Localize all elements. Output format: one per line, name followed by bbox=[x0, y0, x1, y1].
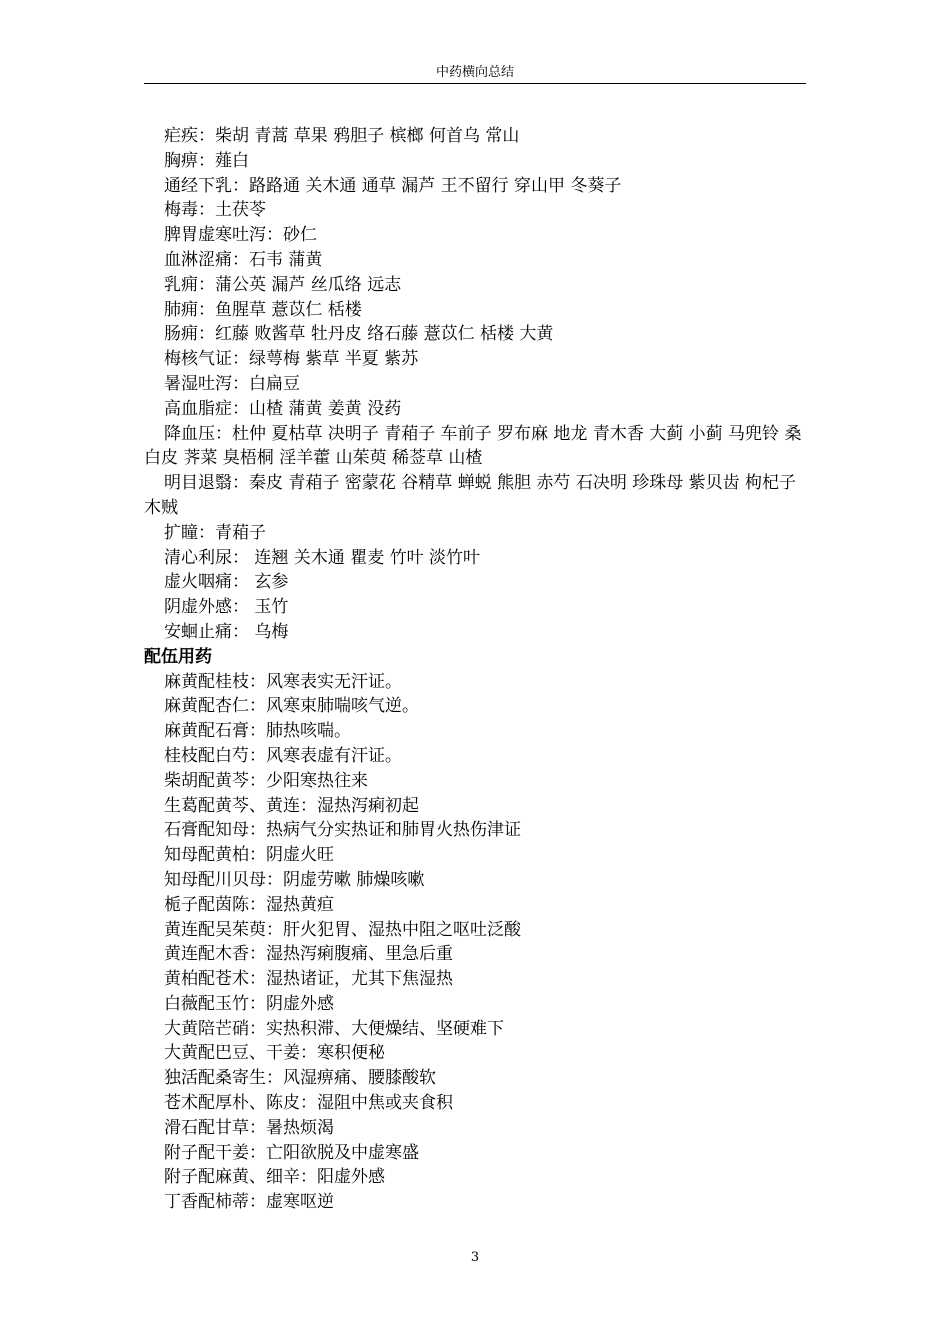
text-line: 疟疾：柴胡 青蒿 草果 鸦胆子 槟榔 何首乌 常山 bbox=[164, 126, 520, 146]
text-line: 肠痈：红藤 败酱草 牡丹皮 络石藤 薏苡仁 栝楼 大黄 bbox=[164, 324, 554, 345]
text-line: 高血脂症：山楂 蒲黄 姜黄 没药 bbox=[164, 398, 402, 419]
text-line: 黄连配吴茱萸：肝火犯胃、湿热中阻之呕吐泛酸 bbox=[164, 919, 521, 940]
text-line: 肺痈：鱼腥草 薏苡仁 栝楼 bbox=[164, 299, 362, 320]
text-line: 通经下乳：路路通 关木通 通草 漏芦 王不留行 穿山甲 冬葵子 bbox=[164, 175, 622, 196]
text-line: 滑石配甘草：暑热烦渴 bbox=[164, 1117, 334, 1138]
text-line: 乳痈：蒲公英 漏芦 丝瓜络 远志 bbox=[164, 274, 402, 295]
text-line: 白薇配玉竹：阴虚外感 bbox=[164, 993, 334, 1014]
text-line: 柴胡配黄芩：少阳寒热往来 bbox=[164, 770, 368, 791]
text-paragraph-hypertension: 降血压：杜仲 夏枯草 决明子 青葙子 车前子 罗布麻 地龙 青木香 大蓟 小蓟 马兜铃 桑白皮 荠菜 臭梧桐 淫羊藿 山茱萸 稀莶草 山楂 bbox=[144, 423, 802, 469]
header-divider bbox=[144, 83, 806, 84]
text-line: 黄柏配苍术：湿热诸证，尤其下焦湿热 bbox=[164, 969, 453, 990]
page-header-title: 中药横向总结 bbox=[435, 65, 514, 80]
text-line: 清心利尿： 连翘 关木通 瞿麦 竹叶 淡竹叶 bbox=[164, 547, 481, 568]
text-line: 栀子配茵陈：湿热黄疸 bbox=[164, 894, 334, 915]
text-line: 麻黄配杏仁：风寒束肺喘咳气逆。 bbox=[164, 696, 419, 717]
text-line: 麻黄配桂枝：风寒表实无汗证。 bbox=[164, 671, 402, 692]
text-line: 安蛔止痛： 乌梅 bbox=[164, 621, 289, 642]
text-line: 苍术配厚朴、陈皮：湿阻中焦或夹食积 bbox=[164, 1093, 453, 1114]
text-line: 暑湿吐泻：白扁豆 bbox=[164, 373, 300, 394]
page-number: 3 bbox=[470, 1250, 480, 1265]
text-line: 知母配川贝母：阴虚劳嗽 肺燥咳嗽 bbox=[164, 869, 425, 890]
text-line: 脾胃虚寒吐泻：砂仁 bbox=[164, 225, 317, 246]
text-line: 梅核气证：绿萼梅 紫草 半夏 紫苏 bbox=[164, 349, 419, 370]
text-line: 大黄配巴豆、干姜：寒积便秘 bbox=[164, 1043, 385, 1064]
text-line: 知母配黄柏：阴虚火旺 bbox=[164, 845, 334, 866]
text-line: 阴虚外感： 玉竹 bbox=[164, 597, 289, 618]
text-line: 扩瞳：青葙子 bbox=[164, 522, 266, 543]
text-line: 黄连配木香：湿热泻痢腹痛、里急后重 bbox=[164, 944, 453, 965]
text-line: 石膏配知母：热病气分实热证和肺胃火热伤津证 bbox=[164, 820, 521, 841]
text-line: 大黄陪芒硝：实热积滞、大便燥结、坚硬难下 bbox=[164, 1018, 504, 1039]
text-line: 生葛配黄芩、黄连：湿热泻痢初起 bbox=[164, 795, 419, 816]
text-line: 胸痹：薤白 bbox=[164, 150, 249, 171]
text-line: 虚火咽痛： 玄参 bbox=[164, 572, 289, 593]
document-body bbox=[144, 124, 806, 1215]
text-line: 梅毒：土茯苓 bbox=[164, 200, 266, 221]
text-line: 桂枝配白芍：风寒表虚有汗证。 bbox=[164, 745, 402, 766]
text-line: 丁香配柿蒂：虚寒呕逆 bbox=[164, 1192, 334, 1213]
text-paragraph-eyes: 明目退翳：秦皮 青葙子 密蒙花 谷精草 蝉蜕 熊胆 赤芍 石决明 珍珠母 紫贝齿 枸杞子 木贼 bbox=[144, 473, 797, 518]
text-line: 麻黄配石膏：肺热咳喘。 bbox=[164, 721, 351, 742]
text-line: 血淋涩痛：石韦 蒲黄 bbox=[164, 249, 323, 270]
text-line: 独活配桑寄生：风湿痹痛、腰膝酸软 bbox=[164, 1068, 436, 1089]
text-line: 附子配干姜：亡阳欲脱及中虚寒盛 bbox=[164, 1142, 419, 1163]
section-heading: 配伍用药 bbox=[144, 646, 212, 667]
text-line: 附子配麻黄、细辛：阳虚外感 bbox=[164, 1167, 385, 1188]
